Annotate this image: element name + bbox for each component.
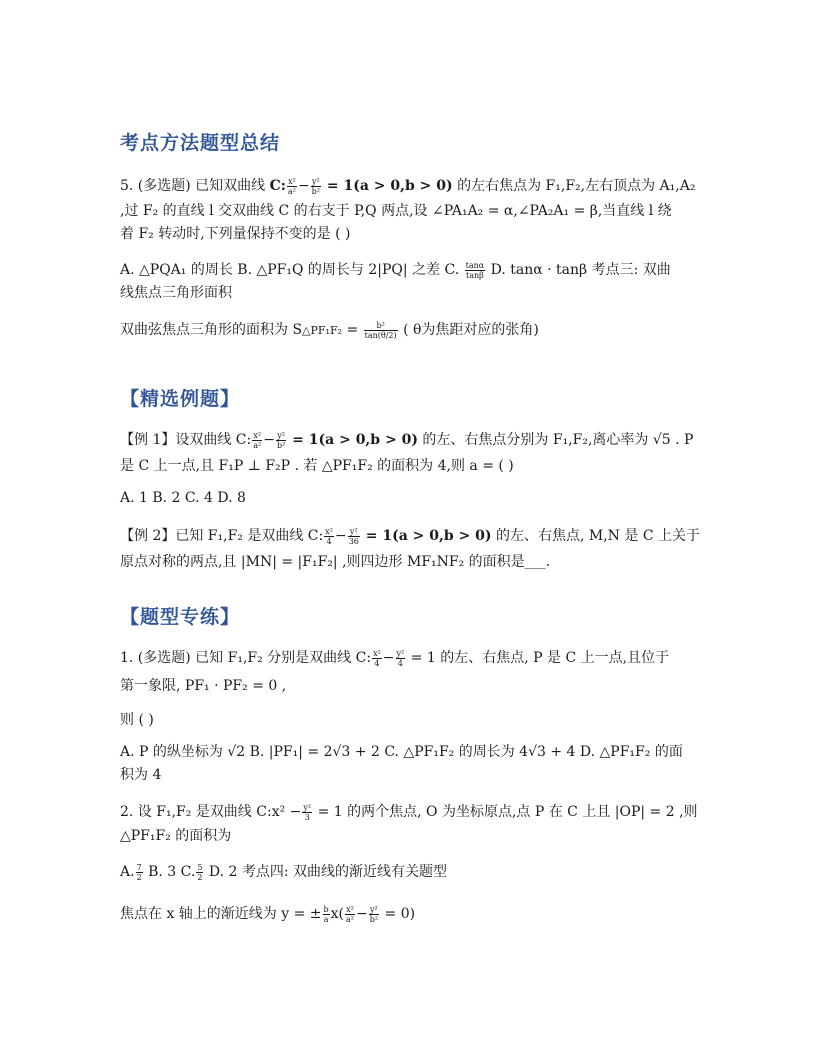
ex1-options: A. 1 B. 2 C. 4 D. 8 — [120, 490, 246, 506]
section-title-summary: 考点方法题型总结 — [120, 132, 281, 154]
p1-options-line2: 积为 4 — [120, 767, 162, 783]
p2-options: A. $\frac{7}{2}$ B. 3 C. $\frac{5}{2}$ D. 2 考点四: 双曲线的渐近线有关题型 — [120, 862, 448, 882]
p1-line1: 1. (多选题) 已知 F₁,F₂ 分别是双曲线 C: $\frac{\text{x²}}{4}$ − $\frac{\text{y²}}{4}$ = 1 的左、右焦点, P 是 C 上一点,且位于 — [120, 648, 670, 668]
ex1-line1: 【例 1】设双曲线 C: $\frac{\text{x²}}{\text{a²}}$ − $\frac{\text{y²}}{\text{b²}}$ = 1(a > 0,b > 0) 的左、右焦点分别为 F₁,F₂,离心率为 √5 . P — [120, 430, 694, 450]
q5-frac1: $\frac{\text{x²}}{\text{a²}}$ — [287, 176, 296, 196]
ex2-line2: 原点对称的两点,且 |MN| = |F₁F₂| ,则四边形 MF₁NF₂ 的面积是___. — [120, 554, 551, 570]
ex1-line2: 是 C 上一点,且 F₁P ⊥ F₂P . 若 △PF₁F₂ 的面积为 4,则 a = ( ) — [120, 458, 514, 474]
p2-line1: 2. 设 F₁,F₂ 是双曲线 C:x² − $\frac{\text{y²}}{3}$ = 1 的两个焦点, O 为坐标原点,点 P 在 C 上且 |OP| = 2 ,则 — [120, 802, 698, 822]
q5-lead: 5. (多选题) 已知双曲线 — [120, 178, 270, 194]
q5-options-line2: 线焦点三角形面积 — [120, 285, 232, 301]
q5-line2: ,过 F₂ 的直线 l 交双曲线 C 的右支于 P,Q 两点,设 ∠PA₁A₂ = α,∠PA₂A₁ = β,当直线 l 绕 — [120, 203, 672, 219]
q5-frac2: $\frac{\text{y²}}{\text{b²}}$ — [311, 176, 320, 196]
p1-line3: 则 ( ) — [120, 712, 154, 728]
p1-line2: 第一象限, PF₁ · PF₂ = 0 , — [120, 678, 287, 694]
section-title-practice: 【题型专练】 — [120, 606, 241, 628]
p1-options-line1: A. P 的纵坐标为 √2 B. |PF₁| = 2√3 + 2 C. △PF₁F₂ 的周长为 4√3 + 4 D. △PF₁F₂ 的面 — [120, 744, 683, 760]
q5-options-line1: A. △PQA₁ 的周长 B. △PF₁Q 的周长与 2|PQ| 之差 C. $\frac{\tan\alpha}{\tan\beta}$ D. tanα · tanβ 考点三: 双曲 — [120, 260, 671, 280]
area-frac: $\frac{\text{b²}}{\tan(\theta/2)}$ — [364, 320, 397, 340]
asymptote-formula: 焦点在 x 轴上的渐近线为 y = ± $\frac{b}{a}$ x( $\frac{\text{x²}}{\text{a²}}$ − $\frac{\text{y²}}{\text{b²}}$ = 0) — [120, 904, 416, 924]
ex2-line1: 【例 2】已知 F₁,F₂ 是双曲线 C: $\frac{\text{x²}}{4}$ − $\frac{\text{y²}}{36}$ = 1(a > 0,b > 0) 的左、右焦点, M,N 是 C 上关于 — [120, 526, 700, 546]
p2-line2: △PF₁F₂ 的面积为 — [120, 828, 232, 844]
q5-line1: 5. (多选题) 已知双曲线 C: $\frac{\text{x²}}{\text{a²}}$ − $\frac{\text{y²}}{\text{b²}}$ = 1(a > 0,b > 0) 的左右焦点为 F₁,F₂,左右顶点为 A₁,A₂ — [120, 176, 696, 196]
section-title-examples: 【精选例题】 — [120, 388, 241, 410]
tan-ratio-frac: $\frac{\tan\alpha}{\tan\beta}$ — [465, 260, 485, 280]
q5-line3: 着 F₂ 转动时,下列量保持不变的是 ( ) — [120, 226, 351, 242]
area-formula: 双曲弦焦点三角形的面积为 S△PF₁F₂ = $\frac{\text{b²}}{\tan(\theta/2)}$ ( θ为焦距对应的张角) — [120, 320, 539, 340]
